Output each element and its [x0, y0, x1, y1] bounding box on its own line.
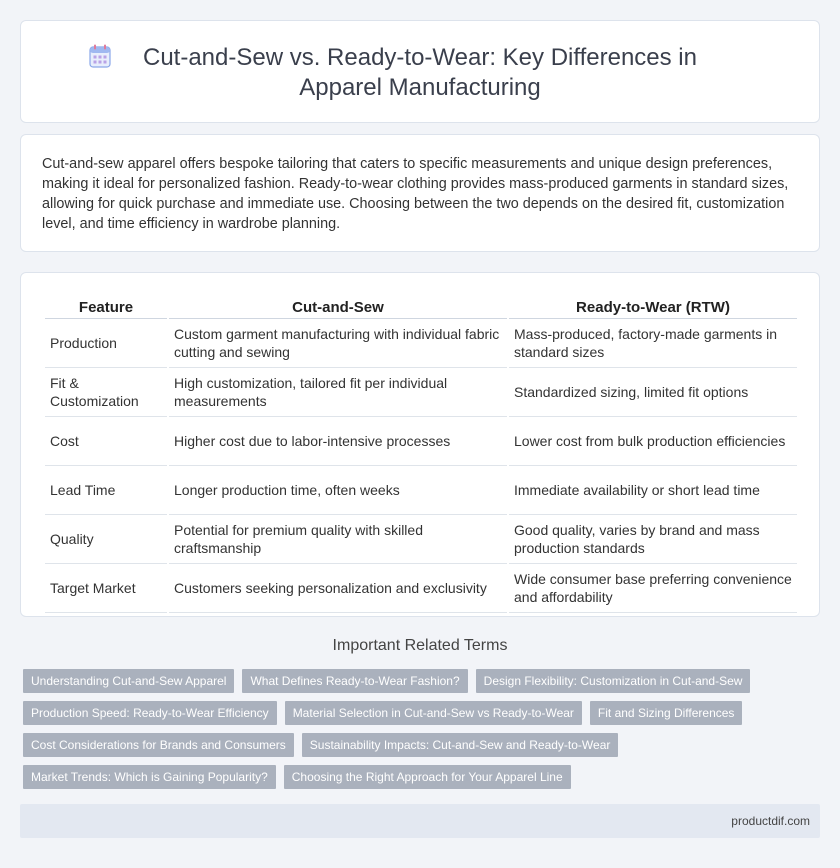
related-term-tag[interactable]: Production Speed: Ready-to-Wear Efficiency — [23, 701, 277, 725]
table-row — [45, 417, 797, 466]
related-term-tag[interactable]: Cost Considerations for Brands and Consumers — [23, 733, 294, 757]
intro-text: Cut-and-sew apparel offers bespoke tailoring that caters to specific measurements and unique design preferences, making it ideal for personalized fashion. Ready-to-wear clothing provides mass-produced garments in standard sizes, allowing for quick purchase and immediate use. Choosing between the two depends on the desired fit, customization level, and time efficiency in wardrobe planning. — [42, 156, 789, 232]
related-term-tag[interactable]: Material Selection in Cut-and-Sew vs Ready-to-Wear — [285, 701, 582, 725]
tag-row — [23, 701, 803, 725]
table-row — [45, 515, 797, 564]
cut-and-sew-cell: Customers seeking personalization and exclusivity — [169, 564, 507, 613]
feature-cell: Target Market — [45, 564, 167, 613]
cut-and-sew-cell: High customization, tailored fit per individual measurements — [169, 368, 507, 417]
related-terms-list — [23, 669, 803, 797]
ready-to-wear-cell: Wide consumer base preferring convenience and affordability — [509, 564, 797, 613]
cut-and-sew-cell: Custom garment manufacturing with individual fabric cutting and sewing — [169, 319, 507, 368]
table-row — [45, 368, 797, 417]
column-header-cut-and-sew: Cut-and-Sew — [169, 295, 507, 319]
table-row — [45, 466, 797, 515]
feature-cell: Lead Time — [45, 466, 167, 515]
feature-cell: Quality — [45, 515, 167, 564]
ready-to-wear-cell: Good quality, varies by brand and mass production standards — [509, 515, 797, 564]
related-term-tag[interactable]: Fit and Sizing Differences — [590, 701, 743, 725]
related-term-tag[interactable]: Design Flexibility: Customization in Cut-and-Sew — [476, 669, 751, 693]
intro-card — [20, 134, 820, 252]
comparison-table-card — [20, 272, 820, 617]
ready-to-wear-cell: Mass-produced, factory-made garments in standard sizes — [509, 319, 797, 368]
cut-and-sew-cell: Higher cost due to labor-intensive processes — [169, 417, 507, 466]
header-card — [20, 20, 820, 123]
related-term-tag[interactable]: Choosing the Right Approach for Your Apparel Line — [284, 765, 571, 789]
tag-row — [23, 669, 803, 693]
related-term-tag[interactable]: What Defines Ready-to-Wear Fashion? — [242, 669, 467, 693]
ready-to-wear-cell: Lower cost from bulk production efficiencies — [509, 417, 797, 466]
comparison-table — [43, 295, 799, 613]
footer-bar — [20, 804, 820, 838]
cut-and-sew-cell: Longer production time, often weeks — [169, 466, 507, 515]
table-header-row — [45, 295, 797, 319]
table-row — [45, 564, 797, 613]
page-title: Cut-and-Sew vs. Ready-to-Wear: Key Differences in Apparel Manufacturing — [142, 44, 697, 101]
related-term-tag[interactable]: Understanding Cut-and-Sew Apparel — [23, 669, 234, 693]
related-term-tag[interactable]: Market Trends: Which is Gaining Popularity? — [23, 765, 276, 789]
feature-cell: Cost — [45, 417, 167, 466]
ready-to-wear-cell: Standardized sizing, limited fit options — [509, 368, 797, 417]
related-term-tag[interactable]: Sustainability Impacts: Cut-and-Sew and Ready-to-Wear — [302, 733, 619, 757]
tag-row — [23, 765, 803, 789]
table-row — [45, 319, 797, 368]
ready-to-wear-cell: Immediate availability or short lead time — [509, 466, 797, 515]
cut-and-sew-cell: Potential for premium quality with skilled craftsmanship — [169, 515, 507, 564]
related-terms-heading: Important Related Terms — [332, 637, 508, 654]
footer-site-link[interactable]: productdif.com — [731, 814, 810, 828]
tag-row — [23, 733, 803, 757]
feature-cell: Production — [45, 319, 167, 368]
column-header-ready-to-wear: Ready-to-Wear (RTW) — [509, 295, 797, 319]
column-header-feature: Feature — [45, 295, 167, 319]
feature-cell: Fit & Customization — [45, 368, 167, 417]
